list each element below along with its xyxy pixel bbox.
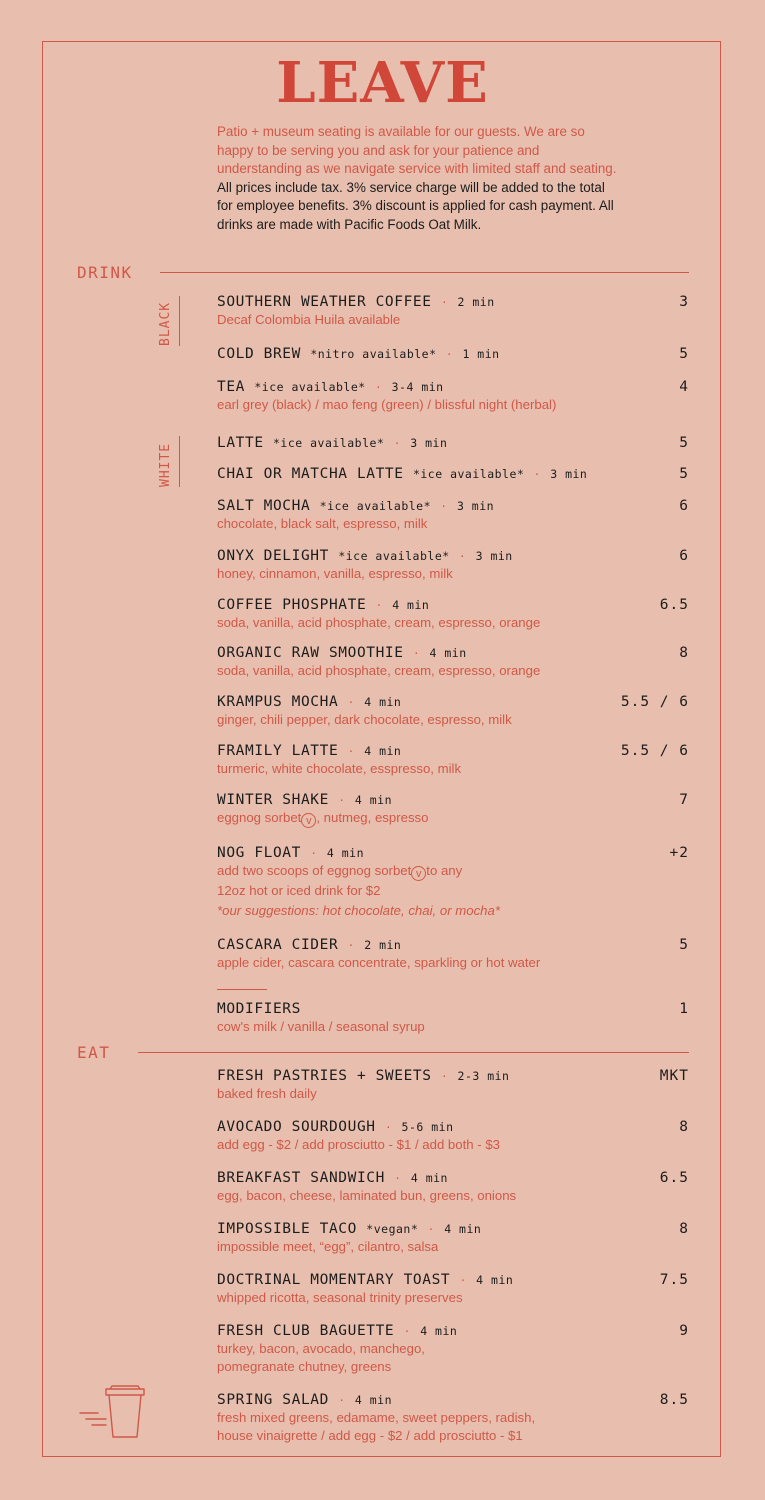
- item-name: MODIFIERS: [217, 1001, 301, 1017]
- menu-item: WINTER SHAKE · 4 min 7 eggnog sorbet v , nutmeg, espresso: [217, 792, 689, 827]
- item-price: 6: [679, 548, 689, 564]
- coffee-cup-icon: [76, 1385, 148, 1443]
- item-time: 4 min: [420, 1324, 458, 1338]
- vegan-icon: v: [301, 813, 316, 828]
- item-time: 5-6 min: [401, 1120, 454, 1134]
- item-price: 7: [679, 792, 689, 808]
- menu-item: COFFEE PHOSPHATE · 4 min 6.5 soda, vanilla, acid phosphate, cream, espresso, orange: [217, 597, 689, 630]
- menu-item: KRAMPUS MOCHA · 4 min 5.5 / 6 ginger, chili pepper, dark chocolate, espresso, milk: [217, 694, 689, 727]
- menu-item: TEA *ice available* · 3-4 min 4 earl grey (black) / mao feng (green) / blissful night (herbal): [217, 379, 689, 412]
- menu-item: SPRING SALAD · 4 min 8.5 fresh mixed greens, edamame, sweet peppers, radish, house vinaigrette / add egg - $2 / add prosciutto - $1: [217, 1392, 689, 1443]
- item-desc: honey, cinnamon, vanilla, espresso, milk: [217, 566, 453, 581]
- section-drink: DRINK: [77, 263, 133, 282]
- item-price: 5.5 / 6: [620, 694, 689, 710]
- item-name: KRAMPUS MOCHA: [217, 694, 339, 710]
- item-price: 6.5: [659, 1170, 689, 1186]
- menu-item: NOG FLOAT · 4 min +2 add two scoops of eggnog sorbet v to any 12oz hot or iced drink for $2 *our suggestions: hot chocolate, chai, or mocha*: [217, 845, 689, 918]
- item-desc: add egg - $2 / add prosciutto - $1 / add both - $3: [217, 1137, 500, 1152]
- intro-notice: Patio + museum seating is available for our guests. We are so happy to be serving you and ask for your patience and understanding as we navigate service with limited staff and seating.: [217, 124, 617, 177]
- desc-part: add two scoops of eggnog sorbet: [217, 863, 412, 878]
- item-price: MKT: [659, 1068, 689, 1084]
- item-note: *ice available*: [273, 436, 385, 450]
- item-name: IMPOSSIBLE TACO: [217, 1221, 357, 1237]
- item-name: ORGANIC RAW SMOOTHIE: [217, 645, 404, 661]
- white-label: WHITE: [158, 442, 173, 487]
- menu-item: FRESH CLUB BAGUETTE · 4 min 9 turkey, bacon, avocado, manchego, pomegranate chutney, greens: [217, 1323, 689, 1374]
- item-name: SPRING SALAD: [217, 1392, 329, 1408]
- item-desc: egg, bacon, cheese, laminated bun, greens, onions: [217, 1188, 517, 1203]
- desc-part: , nutmeg, espresso: [316, 810, 429, 825]
- item-desc: house vinaigrette / add egg - $2 / add prosciutto - $1: [217, 1428, 523, 1443]
- menu-item: FRAMILY LATTE · 4 min 5.5 / 6 turmeric, white chocolate, esspresso, milk: [217, 743, 689, 776]
- item-time: 2 min: [457, 295, 495, 309]
- item-time: 4 min: [476, 1273, 514, 1287]
- item-name: FRESH CLUB BAGUETTE: [217, 1323, 395, 1339]
- item-desc: Decaf Colombia Huila available: [217, 312, 401, 327]
- item-price: 5: [679, 346, 689, 362]
- item-time: 3 min: [410, 436, 448, 450]
- item-name: FRESH PASTRIES + SWEETS: [217, 1068, 432, 1084]
- item-desc: [217, 862, 689, 881]
- item-price: 6: [679, 498, 689, 514]
- item-name: WINTER SHAKE: [217, 792, 329, 808]
- item-price: 6.5: [659, 597, 689, 613]
- item-desc: soda, vanilla, acid phosphate, cream, espresso, orange: [217, 615, 541, 630]
- menu-item: SOUTHERN WEATHER COFFEE · 2 min 3 Decaf Colombia Huila available: [217, 294, 689, 327]
- item-time: 2-3 min: [457, 1069, 510, 1083]
- item-time: 4 min: [429, 646, 467, 660]
- desc-part: to any: [426, 863, 463, 878]
- item-desc: soda, vanilla, acid phosphate, cream, espresso, orange: [217, 663, 541, 678]
- item-note: *vegan*: [366, 1222, 419, 1236]
- item-price: 4: [679, 379, 689, 395]
- item-note: *nitro available*: [310, 347, 437, 361]
- item-time: 4 min: [354, 1393, 393, 1407]
- item-price: 5: [679, 435, 689, 451]
- intro-pricing: All prices include tax. 3% service charge will be added to the total for employee benefits. 3% discount is applied for cash payment. All drinks are made with Pacific Foods Oat Milk.: [217, 179, 614, 232]
- section-eat: EAT: [77, 1043, 111, 1062]
- item-name: TEA: [217, 379, 245, 395]
- item-price: 5: [679, 466, 689, 482]
- item-name: SOUTHERN WEATHER COFFEE: [217, 294, 432, 310]
- item-name: AVOCADO SOURDOUGH: [217, 1119, 376, 1135]
- item-note: *ice available*: [412, 467, 525, 481]
- item-time: 4 min: [364, 744, 402, 758]
- item-time: 3 min: [475, 549, 513, 563]
- item-desc: 12oz hot or iced drink for $2: [217, 883, 381, 898]
- item-desc: whipped ricotta, seasonal trinity preserves: [217, 1290, 463, 1305]
- item-note: *ice available*: [254, 380, 366, 394]
- item-time: 4 min: [410, 1171, 448, 1185]
- item-price: 9: [679, 1323, 689, 1339]
- menu-item: ORGANIC RAW SMOOTHIE · 4 min 8 soda, vanilla, acid phosphate, cream, espresso, orange: [217, 645, 689, 678]
- item-price: 8: [679, 645, 689, 661]
- item-desc: pomegranate chutney, greens: [217, 1359, 392, 1374]
- menu-item: COLD BREW *nitro available* · 1 min 5: [217, 346, 689, 362]
- item-note: *ice available*: [338, 549, 450, 563]
- item-desc: [217, 809, 689, 828]
- menu-item: FRESH PASTRIES + SWEETS · 2-3 min MKT baked fresh daily: [217, 1068, 689, 1101]
- item-price: 3: [679, 294, 689, 310]
- item-desc: impossible meet, “egg”, cilantro, salsa: [217, 1239, 439, 1254]
- menu-item: CASCARA CIDER · 2 min 5 apple cider, cascara concentrate, sparkling or hot water: [217, 937, 689, 970]
- menu-item: CHAI OR MATCHA LATTE *ice available* · 3 min 5: [217, 466, 689, 482]
- page-title: LEAVE: [276, 50, 489, 116]
- item-time: 4 min: [354, 793, 393, 807]
- black-bar: [179, 296, 180, 346]
- item-time: 4 min: [364, 695, 402, 709]
- modifiers-divider: [217, 989, 267, 990]
- item-note: *ice available*: [319, 499, 432, 513]
- vegan-icon: v: [411, 866, 426, 881]
- item-time: 4 min: [392, 598, 430, 612]
- item-name: CHAI OR MATCHA LATTE: [217, 466, 404, 482]
- menu-item: BREAKFAST SANDWICH · 4 min 6.5 egg, bacon, cheese, laminated bun, greens, onions: [217, 1170, 689, 1203]
- black-label: BLACK: [158, 301, 173, 346]
- item-desc: earl grey (black) / mao feng (green) / blissful night (herbal): [217, 397, 557, 412]
- white-bar: [179, 436, 180, 487]
- item-name: DOCTRINAL MOMENTARY TOAST: [217, 1272, 451, 1288]
- item-time: 2 min: [364, 938, 402, 952]
- item-desc: chocolate, black salt, espresso, milk: [217, 516, 428, 531]
- item-desc: cow's milk / vanilla / seasonal syrup: [217, 1019, 425, 1034]
- item-price: +2: [669, 845, 689, 861]
- menu-item: DOCTRINAL MOMENTARY TOAST · 4 min 7.5 whipped ricotta, seasonal trinity preserves: [217, 1272, 689, 1305]
- item-name: COFFEE PHOSPHATE: [217, 597, 367, 613]
- desc-part: eggnog sorbet: [217, 810, 302, 825]
- item-price: 8: [679, 1119, 689, 1135]
- item-name: BREAKFAST SANDWICH: [217, 1170, 385, 1186]
- menu-item: ONYX DELIGHT *ice available* · 3 min 6 honey, cinnamon, vanilla, espresso, milk: [217, 548, 689, 581]
- item-time: 3-4 min: [391, 380, 444, 394]
- item-name: COLD BREW: [217, 346, 301, 362]
- item-time: 1 min: [462, 347, 500, 361]
- item-time: 4 min: [326, 846, 365, 860]
- item-price: 7.5: [659, 1272, 689, 1288]
- drink-rule: [160, 272, 689, 273]
- item-desc: fresh mixed greens, edamame, sweet peppers, radish,: [217, 1410, 536, 1425]
- item-suggestion: *our suggestions: hot chocolate, chai, or mocha*: [217, 903, 500, 918]
- menu-item: IMPOSSIBLE TACO *vegan* · 4 min 8 impossible meet, “egg”, cilantro, salsa: [217, 1221, 689, 1254]
- item-desc: apple cider, cascara concentrate, sparkling or hot water: [217, 955, 541, 970]
- item-desc: ginger, chili pepper, dark chocolate, espresso, milk: [217, 712, 512, 727]
- item-price: 8.5: [659, 1392, 689, 1408]
- intro-text: [217, 123, 617, 235]
- item-time: 3 min: [550, 467, 588, 481]
- menu-item: [217, 1001, 689, 1035]
- item-name: LATTE: [217, 435, 264, 451]
- item-time: 3 min: [456, 499, 495, 513]
- menu-item: SALT MOCHA *ice available* · 3 min 6 chocolate, black salt, espresso, milk: [217, 498, 689, 531]
- item-time: 4 min: [444, 1222, 482, 1236]
- item-desc: turkey, bacon, avocado, manchego,: [217, 1341, 425, 1356]
- item-desc: baked fresh daily: [217, 1086, 317, 1101]
- item-price: 1: [679, 1001, 689, 1017]
- item-desc: turmeric, white chocolate, esspresso, milk: [217, 761, 462, 776]
- item-name: SALT MOCHA: [217, 498, 311, 514]
- item-price: 5.5 / 6: [620, 743, 689, 759]
- item-name: ONYX DELIGHT: [217, 548, 329, 564]
- item-name: CASCARA CIDER: [217, 937, 339, 953]
- menu-item: LATTE *ice available* · 3 min 5: [217, 435, 689, 451]
- eat-rule: [138, 1052, 689, 1053]
- menu-item: AVOCADO SOURDOUGH · 5-6 min 8 add egg - $2 / add prosciutto - $1 / add both - $3: [217, 1119, 689, 1152]
- item-name: FRAMILY LATTE: [217, 743, 339, 759]
- item-price: 8: [679, 1221, 689, 1237]
- item-name: NOG FLOAT: [217, 845, 301, 861]
- item-price: 5: [679, 937, 689, 953]
